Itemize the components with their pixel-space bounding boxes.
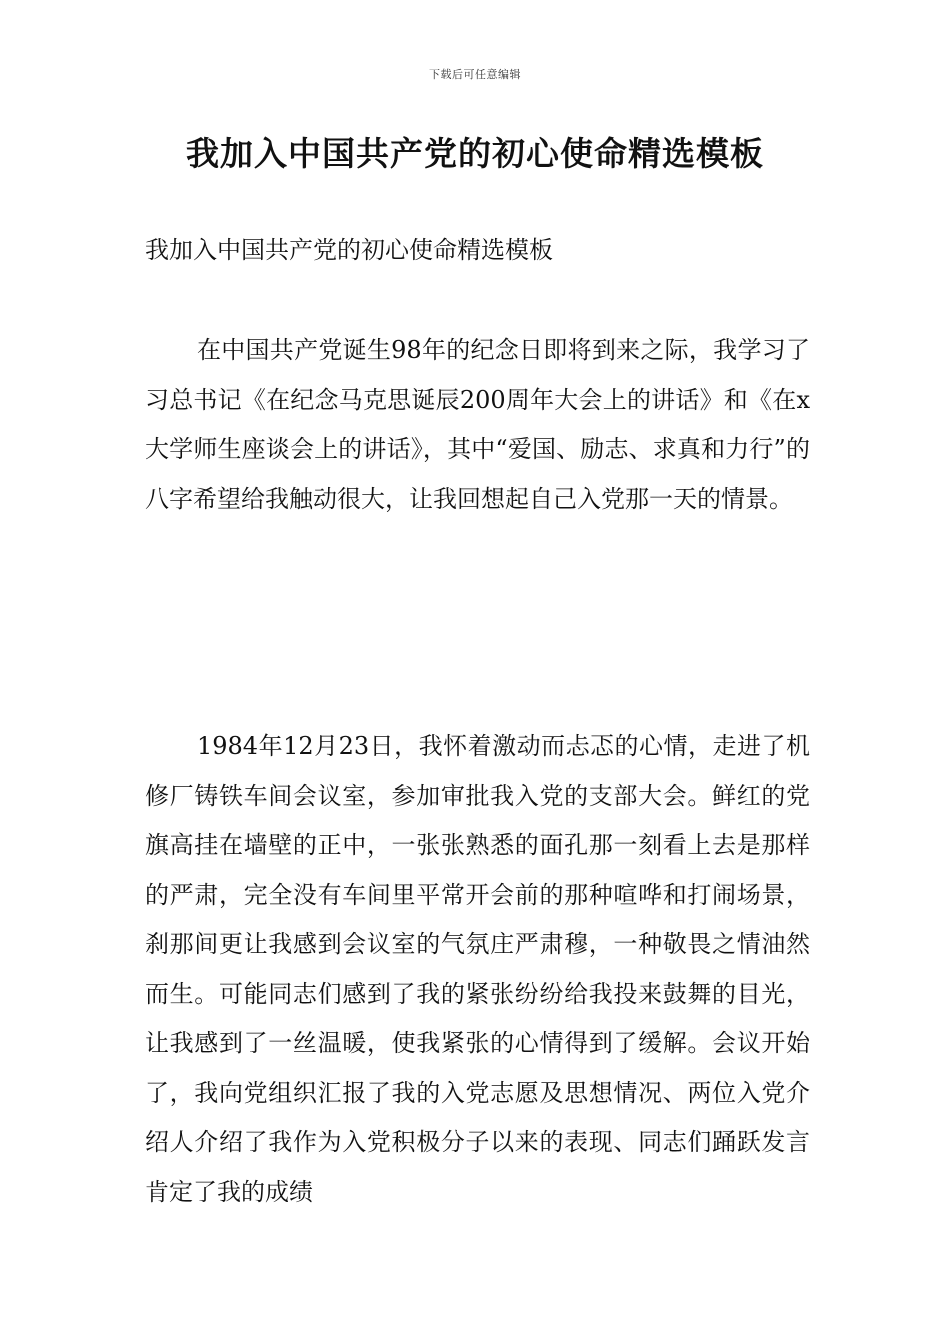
- body-paragraph: 在中国共产党诞生98年的纪念日即将到来之际，我学习了习总书记《在纪念马克思诞辰200周年大会上的讲话》和《在x大学师生座谈会上的讲话》，其中“爱国、励志、求真和力行”的八字希望给我触动很大，让我回想起自己入党那一天的情景。: [145, 336, 810, 513]
- body-paragraph: 1984年12月23日，我怀着激动而忐忑的心情，走进了机修厂铸铁车间会议室，参加审批我入党的支部大会。鲜红的党旗高挂在墙壁的正中，一张张熟悉的面孔那一刻看上去是那样的严肃，完全没有车间里平常开会前的那种喧哗和打闹场景，刹那间更让我感到会议室的气氛庄严肃穆，一种敬畏之情油然而生。可能同志们感到了我的紧张纷纷给我投来鼓舞的目光，让我感到了一丝温暖，使我紧张的心情得到了缓解。会议开始了，我向党组织汇报了我的入党志愿及思想情况、两位入党介绍人介绍了我作为入党积极分子以来的表现、同志们踊跃发言肯定了我的成绩: [145, 732, 810, 1206]
- document-subtitle: 我加入中国共产党的初心使命精选模板: [145, 236, 553, 264]
- header-note: 下载后可任意编辑: [429, 68, 521, 81]
- document-title: 我加入中国共产党的初心使命精选模板: [186, 134, 764, 173]
